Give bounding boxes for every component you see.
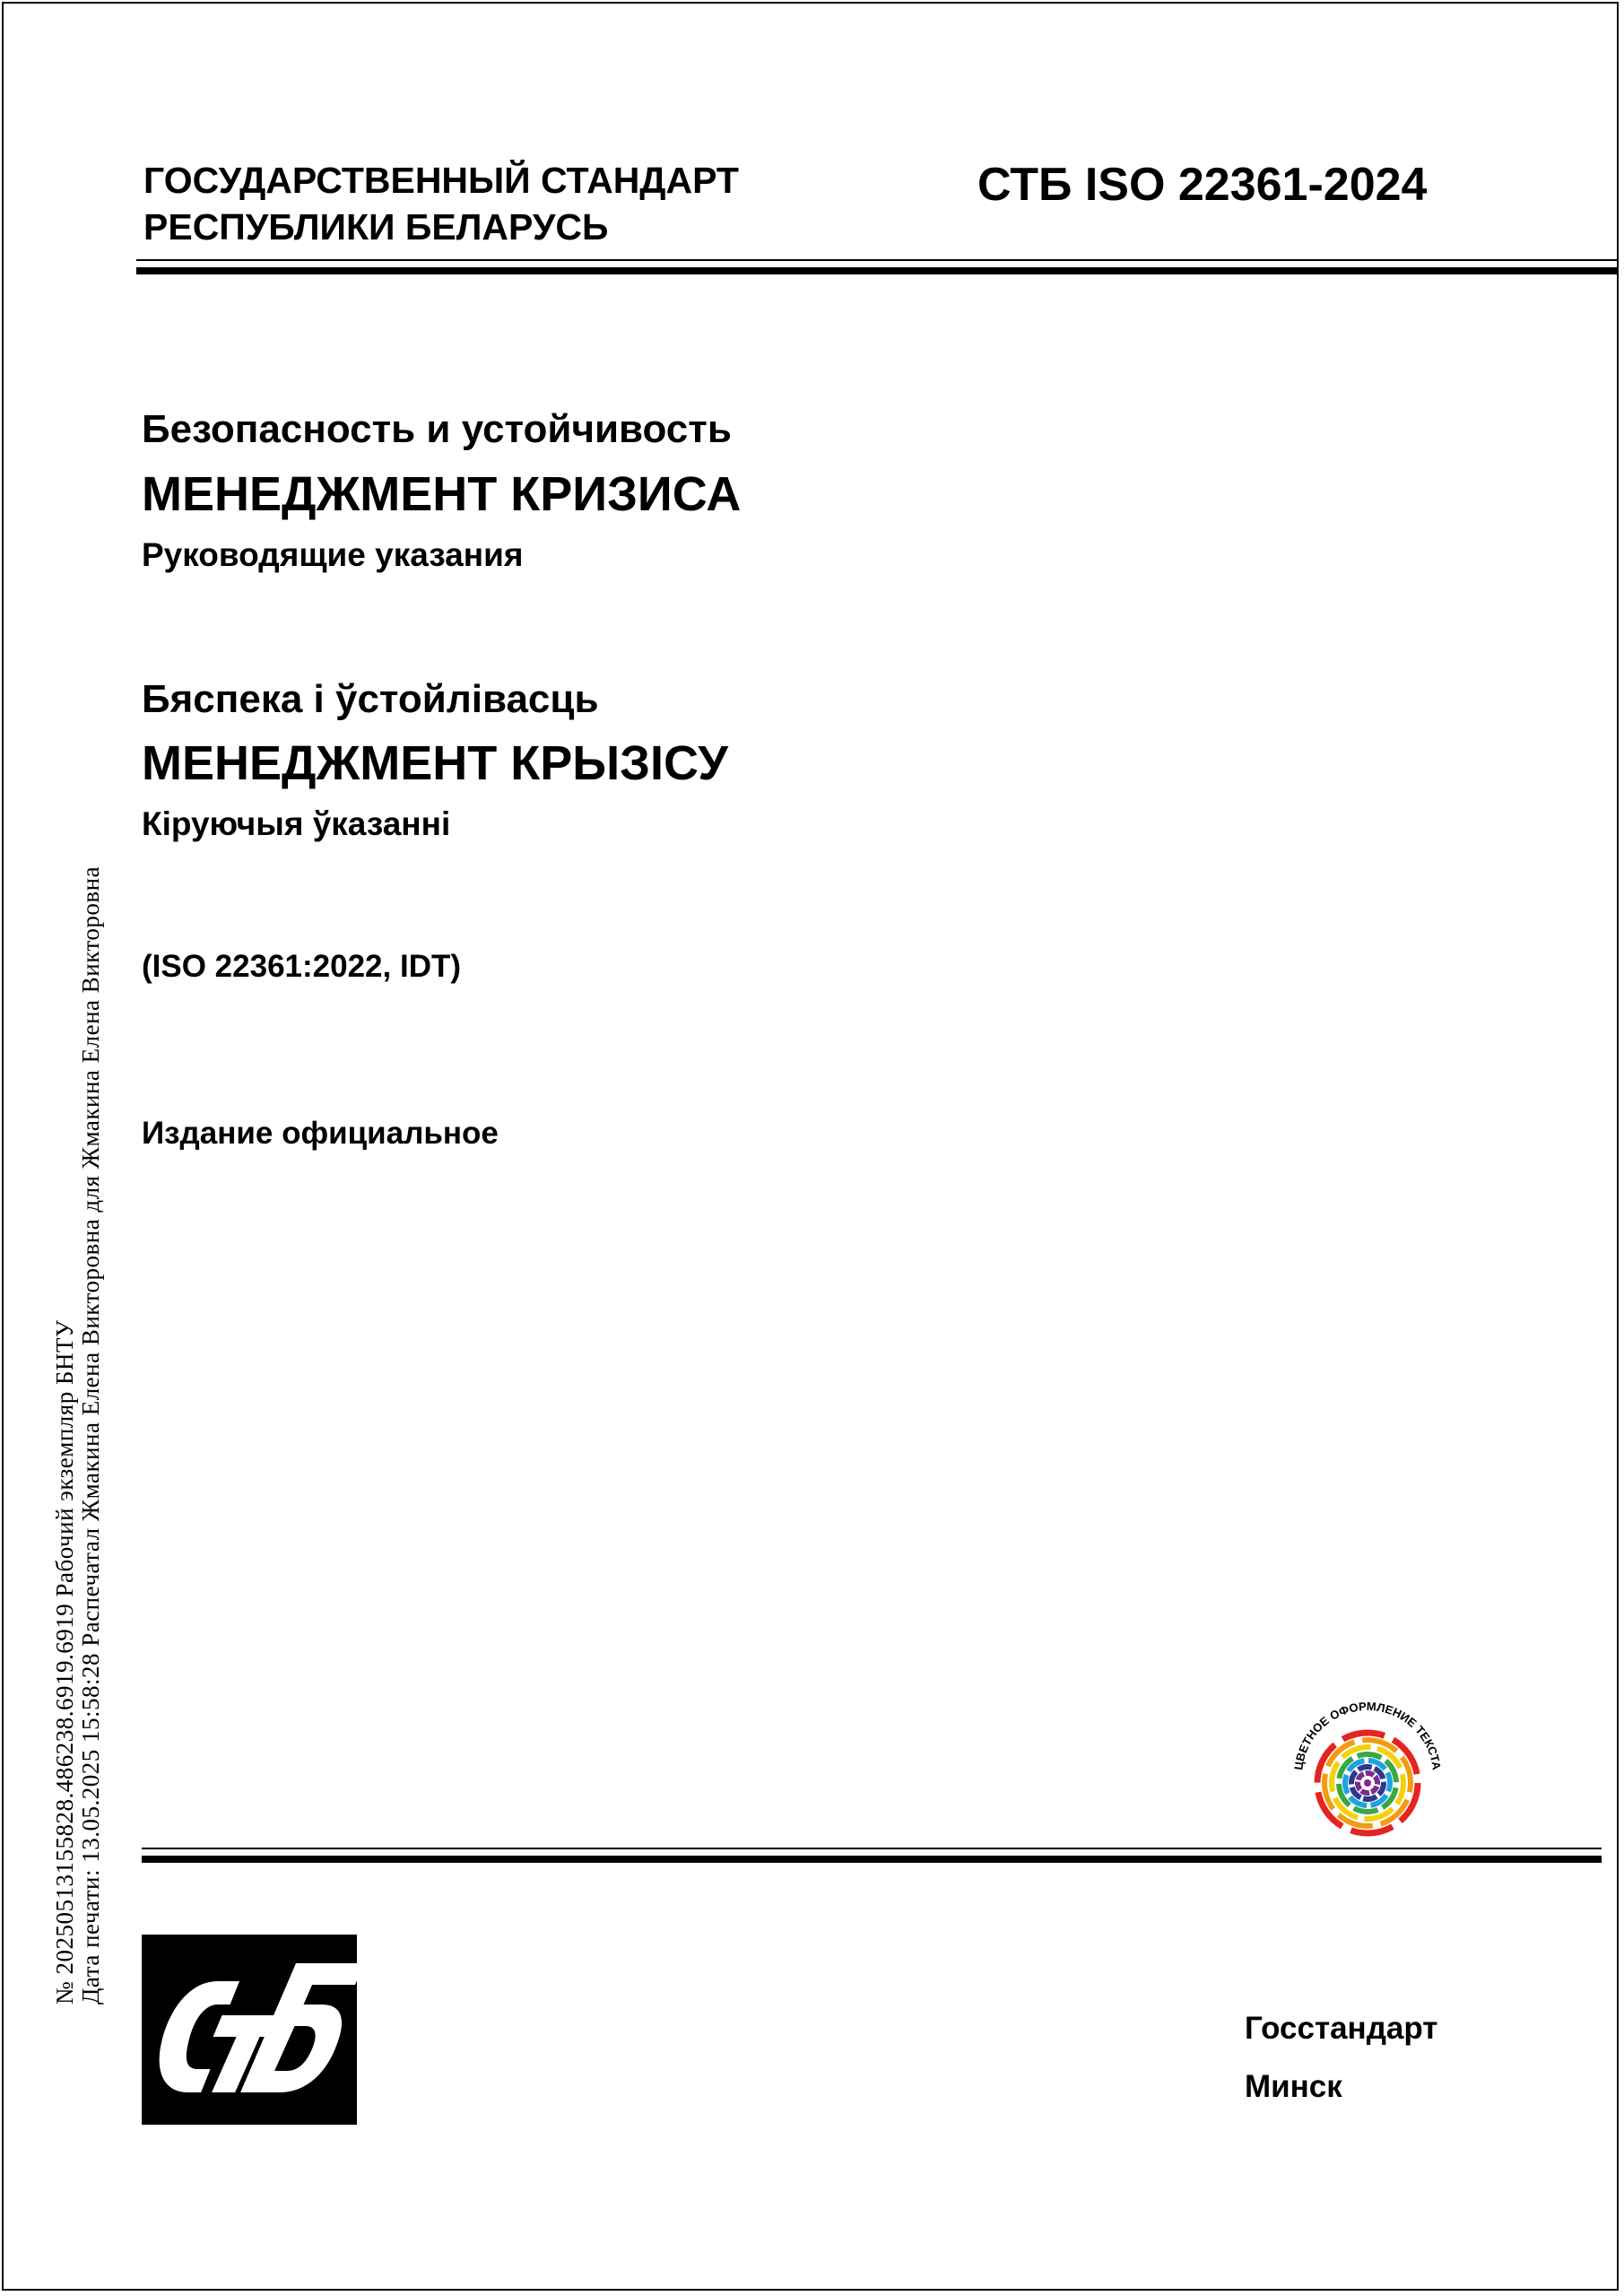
publisher-name: Госстандарт	[1245, 2011, 1438, 2046]
print-stamp	[52, 866, 104, 2005]
title-by-subject: Бяспека і ўстойлівасць	[142, 677, 599, 721]
color-design-seal-icon	[1282, 1693, 1453, 1837]
seal-text: ЦВЕТНОЕ ОФОРМЛЕНИЕ ТЕКСТА	[1291, 1699, 1444, 1771]
title-ru-subject: Безопасность и устойчивость	[142, 407, 732, 451]
title-ru-main: МЕНЕДЖМЕНТ КРИЗИСА	[142, 467, 742, 521]
org-line-2: РЕСПУБЛИКИ БЕЛАРУСЬ	[143, 206, 609, 248]
header-rule-thin	[136, 259, 1619, 261]
print-stamp-line-2: Дата печати: 13.05.2025 15:58:28 Распечатал Жмакина Елена Викторовна для Жмакина Елена Викторовна	[77, 865, 104, 2005]
edition-note: Издание официальное	[142, 1116, 499, 1151]
title-by-main: МЕНЕДЖМЕНТ КРЫЗІСУ	[142, 736, 728, 790]
footer-rule-thin	[142, 1848, 1602, 1849]
standard-type	[143, 157, 739, 250]
seal-rings	[1311, 1726, 1424, 1837]
org-line-1: ГОСУДАРСТВЕННЫЙ СТАНДАРТ	[143, 160, 739, 201]
seal-center	[1364, 1779, 1371, 1787]
header-rule-thick	[136, 267, 1619, 274]
title-ru-guidance: Руководящие указания	[142, 536, 524, 573]
print-stamp-line-1: № 20250513155828.486238.6919.6919 Рабочий экземпляр БНТУ	[51, 1319, 78, 2005]
iso-equivalence: (ISO 22361:2022, IDT)	[142, 949, 461, 984]
footer-rule-thick	[142, 1856, 1602, 1863]
standard-code: СТБ ISO 22361-2024	[977, 159, 1428, 211]
stb-logo-icon	[142, 1935, 357, 2125]
title-by-guidance: Кіруючыя ўказанні	[142, 805, 451, 842]
publisher-city: Минск	[1245, 2069, 1342, 2104]
